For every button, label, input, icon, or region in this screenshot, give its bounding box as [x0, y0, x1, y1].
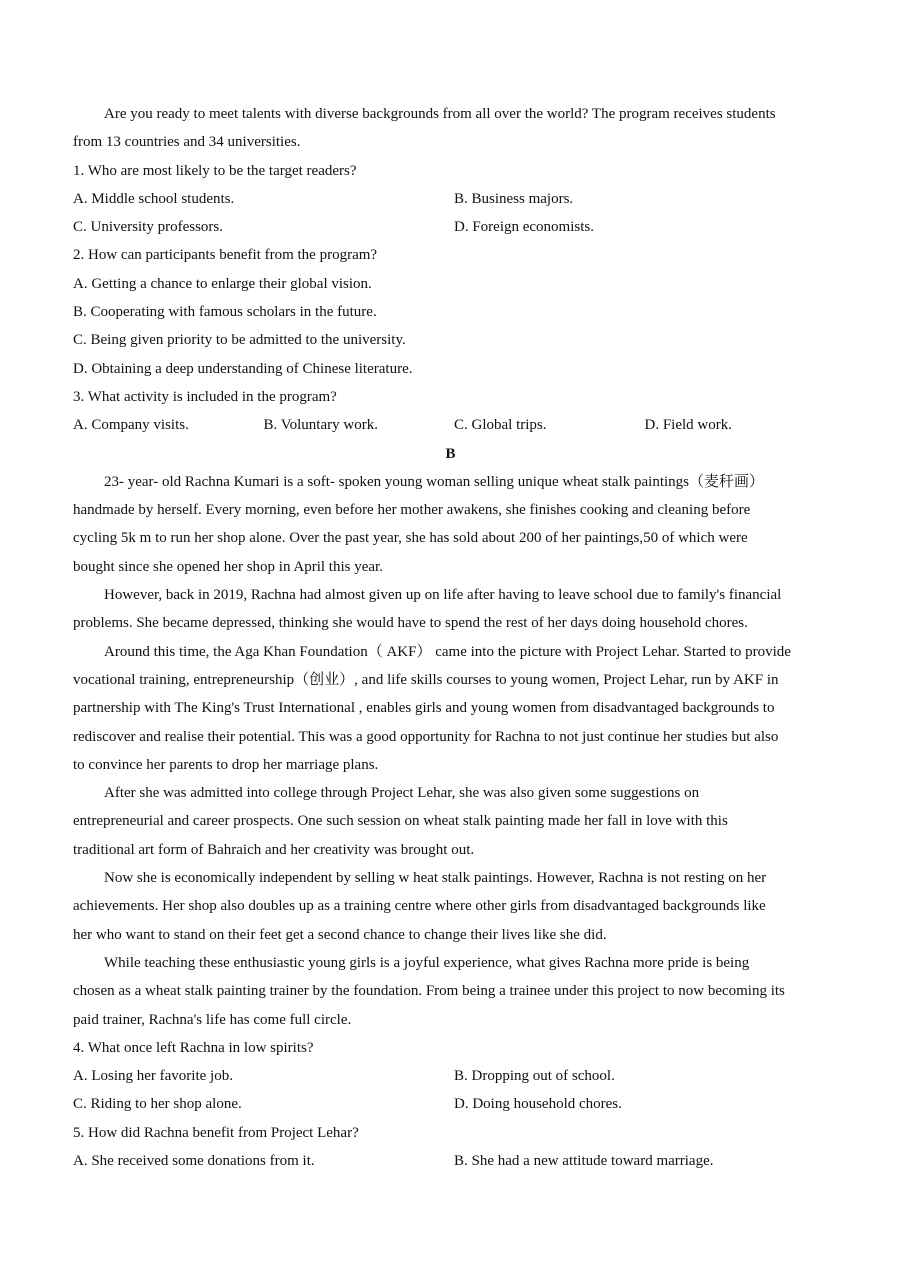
passage-line: entrepreneurial and career prospects. One such session on wheat stalk painting made her fall in love with this: [73, 813, 728, 830]
passage-line: However, back in 2019, Rachna had almost given up on life after having to leave school due to family's financial: [104, 587, 782, 604]
passage-line: Around this time, the Aga Khan Foundation（ AKF） came into the picture with Project Lehar. Started to provide: [104, 643, 791, 660]
passage-paragraph-4: [73, 779, 828, 864]
passage-line: problems. She became depressed, thinking she would have to spend the rest of her days doing household chores.: [73, 615, 748, 632]
question-4-option-b: B. Dropping out of school.: [454, 1068, 615, 1085]
passage-b: [73, 468, 828, 1034]
passage-line: handmade by herself. Every morning, even before her mother awakens, she finishes cooking and cleaning before: [73, 502, 751, 519]
intro-paragraph: [73, 100, 828, 157]
passage-line: traditional art form of Bahraich and her creativity was brought out.: [73, 841, 475, 858]
question-3-option-d: D. Field work.: [644, 417, 732, 434]
question-4-options-row-2: [73, 1090, 828, 1118]
passage-line: chosen as a wheat stalk painting trainer by the foundation. From being a trainee under this project to now becoming its: [73, 983, 785, 1000]
passage-line: vocational training, entrepreneurship（创业）, and life skills courses to young women, Project Lehar, run by AKF in: [73, 671, 779, 688]
question-5-stem: 5. How did Rachna benefit from Project Lehar?: [73, 1124, 359, 1141]
question-2-option-d: D. Obtaining a deep understanding of Chinese literature.: [73, 360, 413, 377]
question-3-option-c: C. Global trips.: [454, 417, 547, 434]
question-2-stem: 2. How can participants benefit from the program?: [73, 247, 378, 264]
question-3-option-a: A. Company visits.: [73, 417, 189, 434]
question-1-option-a: A. Middle school students.: [73, 190, 235, 207]
question-1-stem: 1. Who are most likely to be the target readers?: [73, 162, 357, 179]
question-5-option-a: A. She received some donations from it.: [73, 1152, 315, 1169]
question-3-options: [73, 411, 828, 439]
question-1-option-b: B. Business majors.: [454, 190, 574, 207]
intro-line-1: Are you ready to meet talents with diverse backgrounds from all over the world? The program receives students: [104, 106, 776, 122]
passage-line: cycling 5k m to run her shop alone. Over the past year, she has sold about 200 of her paintings,50 of which were: [73, 530, 748, 547]
question-4-option-d: D. Doing household chores.: [454, 1096, 622, 1113]
question-3-stem: 3. What activity is included in the program?: [73, 388, 337, 405]
question-1-option-d: D. Foreign economists.: [454, 219, 594, 236]
question-1-option-c: C. University professors.: [73, 219, 223, 236]
passage-line: After she was admitted into college through Project Lehar, she was also given some suggestions on: [104, 785, 700, 802]
question-4-option-c: C. Riding to her shop alone.: [73, 1096, 242, 1113]
question-4-option-a: A. Losing her favorite job.: [73, 1068, 233, 1085]
passage-paragraph-1: [73, 468, 828, 581]
passage-line: Now she is economically independent by selling w heat stalk paintings. However, Rachna is not resting on her: [104, 870, 767, 887]
question-1-options-row-2: [73, 213, 828, 241]
question-4-stem: 4. What once left Rachna in low spirits?: [73, 1039, 314, 1056]
passage-line: to convince her parents to drop her marriage plans.: [73, 756, 379, 773]
question-2-option-a: A. Getting a chance to enlarge their global vision.: [73, 275, 372, 292]
question-1-options-row-1: [73, 185, 828, 213]
passage-line: achievements. Her shop also doubles up as a training centre where other girls from disadvantaged backgrounds like: [73, 898, 766, 915]
passage-line: partnership with The King's Trust International , enables girls and young women from disadvantaged backgrounds to: [73, 700, 775, 717]
question-3: [73, 383, 828, 440]
question-3-option-b: B. Voluntary work.: [263, 417, 378, 434]
passage-paragraph-6: [73, 949, 828, 1034]
passage-line: 23- year- old Rachna Kumari is a soft- spoken young woman selling unique wheat stalk paintings（麦秆画）: [104, 473, 764, 490]
intro-line-2: from 13 countries and 34 universities.: [73, 134, 301, 151]
question-4: [73, 1034, 828, 1119]
section-b-heading: B: [445, 445, 456, 462]
passage-line: While teaching these enthusiastic young girls is a joyful experience, what gives Rachna more pride is being: [104, 954, 750, 971]
passage-paragraph-5: [73, 864, 828, 949]
passage-paragraph-3: [73, 638, 828, 779]
question-2-option-b: B. Cooperating with famous scholars in the future.: [73, 304, 377, 321]
question-4-options-row-1: [73, 1062, 828, 1090]
passage-line: her who want to stand on their feet get a second chance to change their lives like she did.: [73, 926, 607, 943]
passage-line: paid trainer, Rachna's life has come full circle.: [73, 1011, 352, 1028]
question-2-option-c: C. Being given priority to be admitted to the university.: [73, 332, 406, 349]
passage-line: bought since she opened her shop in April this year.: [73, 558, 383, 575]
passage-line: rediscover and realise their potential. This was a good opportunity for Rachna to not just continue her studies but also: [73, 728, 779, 745]
question-2: [73, 241, 828, 382]
question-5-option-b: B. She had a new attitude toward marriage.: [454, 1152, 714, 1169]
question-1: [73, 157, 828, 242]
question-5-options-row-1: [73, 1147, 828, 1175]
question-5: [73, 1119, 828, 1176]
passage-paragraph-2: [73, 581, 828, 638]
